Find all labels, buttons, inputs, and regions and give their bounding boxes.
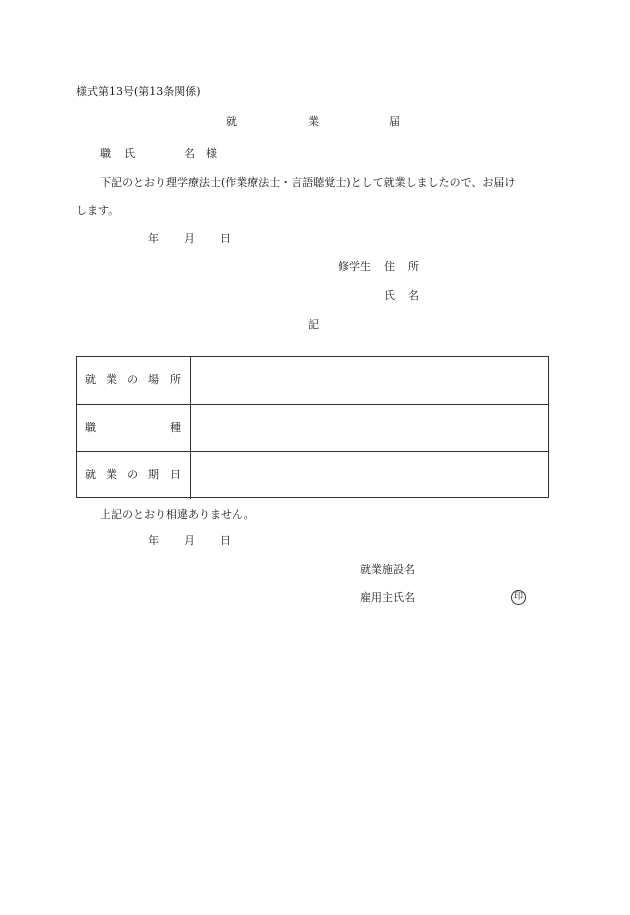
name-label-1: 氏 xyxy=(384,289,395,302)
applicant-label: 修学生 xyxy=(338,260,371,273)
date2-day: 日 xyxy=(220,534,231,547)
table-row-start-date xyxy=(77,451,548,499)
workplace-label-char: 所 xyxy=(170,373,181,386)
seal-text: 印 xyxy=(513,592,523,602)
confirm-statement: 上記のとおり相違ありません。 xyxy=(100,508,255,521)
employer-label: 雇用主氏名 xyxy=(360,591,415,604)
addressee-part-1: 職 xyxy=(100,147,111,160)
start-date-value[interactable] xyxy=(191,452,548,499)
occupation-label xyxy=(77,405,191,452)
start-date-label-char: 日 xyxy=(170,468,181,481)
address-label-2: 所 xyxy=(408,260,419,273)
body-line-2: します。 xyxy=(76,204,120,217)
occupation-label-char: 種 xyxy=(170,421,181,434)
occupation-label-char: 職 xyxy=(85,421,96,434)
date2-year: 年 xyxy=(148,534,159,547)
workplace-value[interactable] xyxy=(191,357,548,404)
workplace-label-char: 業 xyxy=(106,373,117,386)
table-row-workplace xyxy=(77,357,548,404)
title-char-2: 業 xyxy=(308,115,319,128)
start-date-label-char: 期 xyxy=(148,468,159,481)
title-char-1: 就 xyxy=(226,115,237,128)
date2-month: 月 xyxy=(184,534,195,547)
start-date-label-char: 就 xyxy=(85,468,96,481)
date1-year: 年 xyxy=(148,232,159,245)
start-date-label-char: の xyxy=(127,468,138,481)
addressee-part-2: 氏 xyxy=(124,147,135,160)
occupation-value[interactable] xyxy=(191,405,548,452)
addressee-part-4: 様 xyxy=(206,147,217,160)
table-row-occupation xyxy=(77,404,548,452)
name-label-2: 名 xyxy=(408,289,419,302)
address-label-1: 住 xyxy=(384,260,395,273)
workplace-label-char: 場 xyxy=(148,373,159,386)
seal-icon xyxy=(511,590,526,605)
form-id: 様式第13号(第13条関係) xyxy=(76,85,201,98)
facility-label: 就業施設名 xyxy=(360,563,415,576)
start-date-label xyxy=(77,452,191,499)
workplace-label-char: の xyxy=(127,373,138,386)
details-table xyxy=(76,356,549,498)
workplace-label-char: 就 xyxy=(85,373,96,386)
title-char-3: 届 xyxy=(389,115,400,128)
addressee-part-3: 名 xyxy=(184,147,195,160)
date1-month: 月 xyxy=(184,232,195,245)
start-date-label-char: 業 xyxy=(106,468,117,481)
body-line-1: 下記のとおり理学療法士(作業療法士・言語聴覚士)として就業しましたので、お届け xyxy=(100,176,516,189)
ki-heading: 記 xyxy=(308,318,319,331)
workplace-label xyxy=(77,357,191,404)
date1-day: 日 xyxy=(220,232,231,245)
